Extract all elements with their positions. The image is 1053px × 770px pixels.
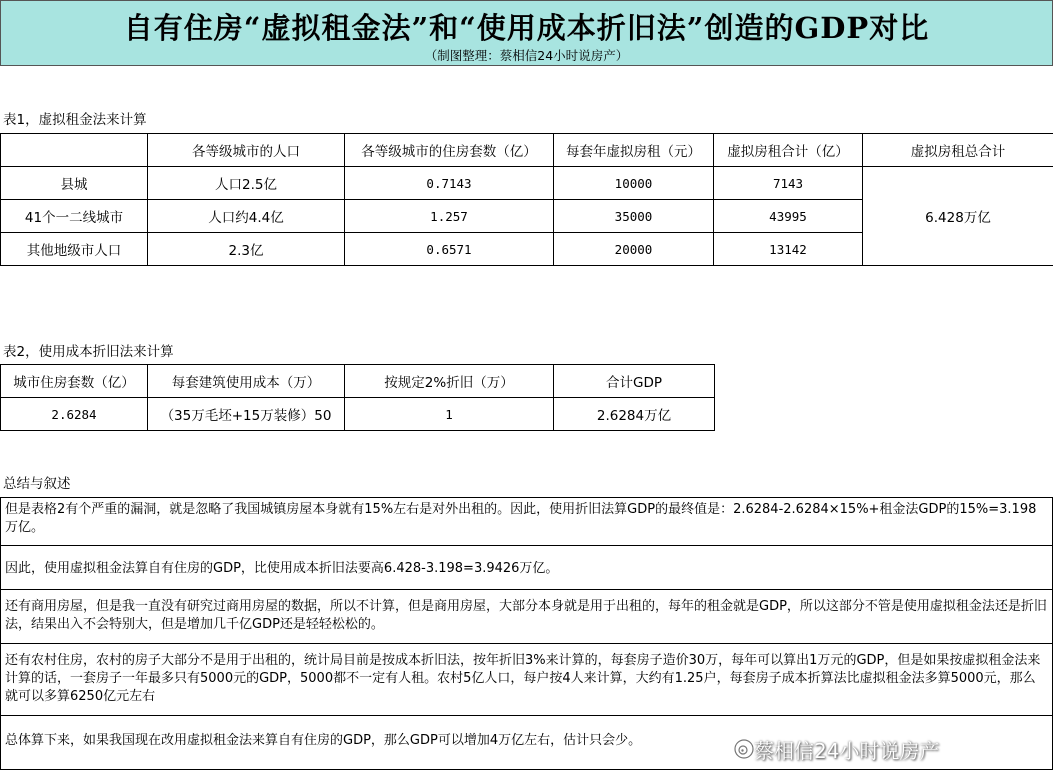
header-cell — [1, 134, 148, 167]
virtual-rent-table — [0, 133, 1053, 266]
table-cell: 县城 — [1, 167, 148, 200]
table-cell: 43995 — [714, 200, 863, 233]
table-cell: 人口2.5亿 — [148, 167, 345, 200]
table-cell: 0.7143 — [345, 167, 554, 200]
table-cell: （35万毛坯+15万装修）50 — [148, 398, 345, 431]
table2-caption: 表2，使用成本折旧法来计算 — [3, 340, 174, 360]
table-cell: 7143 — [714, 167, 863, 200]
table-cell: 人口约4.4亿 — [148, 200, 345, 233]
summary-note: 总体算下来，如果我国现在改用虚拟租金法来算自有住房的GDP，那么GDP可以增加4万亿左右，估计只会少。 — [1, 716, 1052, 769]
summary-note: 还有商用房屋，但是我一直没有研究过商用房屋的数据，所以不计算，但是商用房屋，大部分本身就是用于出租的，每年的租金就是GDP，所以这部分不管是使用虚拟租金法还是折旧法，结果出入不会特别大，但是增加几千亿GDP还是轻轻松松的。 — [1, 590, 1052, 644]
header-cell: 按规定2%折旧（万） — [345, 365, 554, 398]
header-cell: 合计GDP — [554, 365, 715, 398]
table-cell: 41个一二线城市 — [1, 200, 148, 233]
table-cell: 2.6284万亿 — [554, 398, 715, 431]
table1-caption: 表1，虚拟租金法来计算 — [3, 108, 147, 128]
header-cell: 各等级城市的住房套数（亿） — [345, 134, 554, 167]
table-cell: 35000 — [554, 200, 714, 233]
header-cell: 城市住房套数（亿） — [1, 365, 148, 398]
table-cell: 0.6571 — [345, 233, 554, 266]
table-cell: 2.6284 — [1, 398, 148, 431]
header-cell: 各等级城市的人口 — [148, 134, 345, 167]
header-cell: 每套年虚拟房租（元） — [554, 134, 714, 167]
table-cell: 2.3亿 — [148, 233, 345, 266]
depreciation-table — [0, 364, 715, 431]
page-subtitle: （制图整理：蔡相信24小时说房产） — [1, 46, 1052, 64]
total-cell: 6.428万亿 — [863, 167, 1053, 266]
watermark-text: 蔡相信24小时说房产 — [754, 735, 939, 764]
table-header-row — [1, 365, 715, 398]
table-cell: 1 — [345, 398, 554, 431]
header-cell: 虚拟房租合计（亿） — [714, 134, 863, 167]
summary-note: 还有农村住房，农村的房子大部分不是用于出租的，统计局目前是按成本折旧法，按年折旧3%来计算的，每套房子造价30万，每年可以算出1万元的GDP，但是如果按虚拟租金法来计算的话，一套房子一年最多只有5000元的GDP，5000都不一定有人租。农村5亿人口，每户按4人来计算，大约有1.25户，每套房子成本折算法比虚拟租金法多算5000元，那么就可以多算6250亿元左右 — [1, 644, 1052, 716]
summary-notes — [0, 497, 1053, 770]
header-cell: 每套建筑使用成本（万） — [148, 365, 345, 398]
header-cell: 虚拟房租总合计 — [863, 134, 1053, 167]
table-row — [1, 398, 715, 431]
summary-note: 因此，使用虚拟租金法算自有住房的GDP，比使用成本折旧法要高6.428-3.198=3.9426万亿。 — [1, 546, 1052, 590]
table-header-row — [1, 134, 1053, 167]
table-cell: 10000 — [554, 167, 714, 200]
table-cell: 13142 — [714, 233, 863, 266]
table-cell: 1.257 — [345, 200, 554, 233]
summary-note: 但是表格2有个严重的漏洞，就是忽略了我国城镇房屋本身就有15%左右是对外出租的。因此，使用折旧法算GDP的最终值是：2.6284-2.6284×15%+租金法GDP的15%=3.198万亿。 — [1, 498, 1052, 546]
table-row — [1, 167, 1053, 200]
title-banner — [0, 0, 1053, 66]
table-cell: 20000 — [554, 233, 714, 266]
summary-caption: 总结与叙述 — [3, 472, 71, 492]
table-cell: 其他地级市人口 — [1, 233, 148, 266]
page-title: 自有住房“虚拟租金法”和“使用成本折旧法”创造的GDP对比 — [1, 6, 1052, 47]
weibo-logo-icon — [733, 737, 755, 759]
